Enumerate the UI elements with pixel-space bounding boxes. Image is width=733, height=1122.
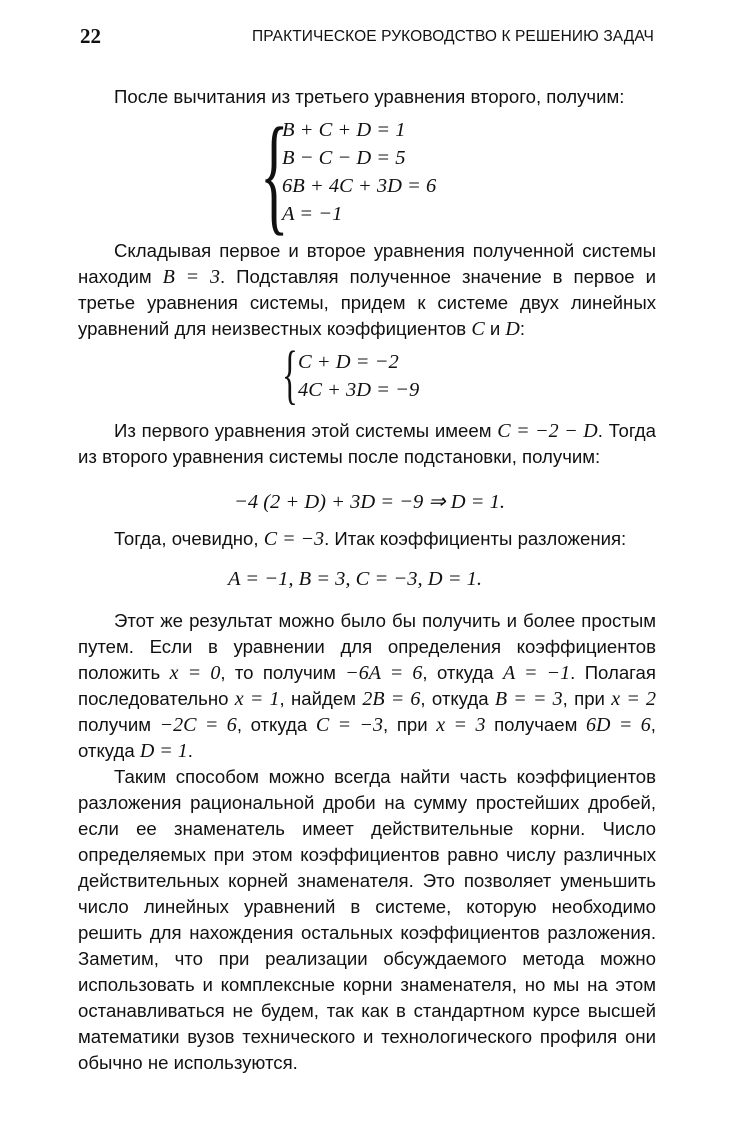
system-2-line-2-text: 4C + 3D = −9 bbox=[298, 379, 420, 401]
paragraph-text: После вычитания из третьего уравнения второго, получим: bbox=[114, 86, 625, 107]
system-1-line-3: 6B + 4C + 3D = 6 bbox=[282, 175, 437, 197]
left-brace-icon: { bbox=[260, 100, 289, 247]
page-header bbox=[80, 24, 654, 50]
paragraph-first-equation bbox=[78, 418, 656, 470]
system-1-line-1: B + C + D = 1 bbox=[282, 119, 406, 141]
text-run: , найдем bbox=[279, 688, 363, 709]
text-run: , при bbox=[383, 714, 437, 735]
text-run: , откуда bbox=[78, 714, 656, 761]
math-inline: x = 2 bbox=[611, 688, 656, 710]
text-run: получаем bbox=[485, 714, 586, 735]
text-run: и bbox=[484, 318, 506, 339]
text-run: . Итак коэффициенты разложения: bbox=[324, 528, 627, 549]
paragraph-substitution bbox=[78, 238, 656, 342]
text-run: . Полагая последовательно bbox=[78, 662, 656, 709]
text-run: , при bbox=[562, 688, 612, 709]
text-run: . Тогда из второго уравнения системы после подстановки, получим: bbox=[78, 420, 656, 467]
text-run: , откуда bbox=[422, 662, 503, 683]
text-run: Этот же результат можно было бы получить и более простым путем. Если в уравнении для определения коэффициентов положить bbox=[78, 610, 656, 683]
running-title: ПРАКТИЧЕСКОЕ РУКОВОДСТВО К РЕШЕНИЮ ЗАДАЧ bbox=[252, 28, 654, 45]
math-inline: x = 3 bbox=[436, 714, 486, 736]
math-inline: x = 1 bbox=[234, 688, 280, 710]
math-inline: 2B = 6 bbox=[362, 688, 421, 710]
equation-solve-d: −4 (2 + D) + 3D = −9 ⇒ D = 1. bbox=[234, 491, 505, 513]
paragraph-intro bbox=[78, 84, 656, 110]
paragraph-coefficients bbox=[78, 526, 656, 552]
math-inline: B = 3 bbox=[162, 266, 220, 288]
text-run: Тогда, очевидно, bbox=[114, 528, 264, 549]
math-inline: A = −1 bbox=[502, 662, 571, 684]
math-inline: C = −3 bbox=[315, 714, 384, 736]
system-1-line-2: B − C − D = 5 bbox=[282, 147, 406, 169]
math-inline: −2C = 6 bbox=[159, 714, 237, 736]
math-inline: 6D = 6 bbox=[585, 714, 651, 736]
text-run: , откуда bbox=[236, 714, 316, 735]
math-inline: C bbox=[471, 318, 485, 340]
math-inline: D = 1 bbox=[139, 740, 188, 762]
text-run: : bbox=[519, 318, 526, 339]
system-2-line-1: C + D = −2 bbox=[298, 351, 399, 373]
text-run: . bbox=[187, 740, 193, 761]
text-run: , откуда bbox=[420, 688, 495, 709]
page-number: 22 bbox=[80, 24, 101, 48]
math-inline: D bbox=[505, 318, 520, 340]
math-inline: B = = 3 bbox=[494, 688, 563, 710]
paragraph-text: Таким способом можно всегда найти часть коэффициентов разложения рациональной дроби на сумму простейших дробей, если ее знаменатель имеет действительные корни. Число определяемых при этом коэффициентов равно числу различных действительных корней знаменателя. Это позволяет уменьшить число линейных уравнений в системе, которую необходимо решить для нахождения остальных коэффициентов разложения. Заметим, что при реализации обсуждаемого метода можно использовать и комплексные корни знаменателя, но мы на этом останавливаться не будем, так как в стандартном курсе высшей математики вузов технического и технологического профиля они обычно не используются. bbox=[78, 766, 656, 1073]
system-2-line-2 bbox=[298, 376, 518, 404]
system-1-line-4: A = −1 bbox=[282, 203, 343, 225]
text-run: получим bbox=[78, 714, 160, 735]
paragraph-conclusion bbox=[78, 764, 656, 1076]
math-inline: x = 0 bbox=[169, 662, 221, 684]
text-run: Складывая первое и второе уравнения полученной системы находим bbox=[78, 240, 656, 287]
text-run: , то получим bbox=[220, 662, 346, 683]
math-inline: −6A = 6 bbox=[345, 662, 423, 684]
text-run: . Подставляя полученное значение в первое и третье уравнения системы, придем к системе двух линейных уравнений для неизвестных коэффициентов bbox=[78, 266, 656, 339]
paragraph-simpler-method bbox=[78, 608, 656, 764]
left-brace-icon: { bbox=[282, 338, 298, 411]
math-inline: C = −2 − D bbox=[497, 420, 598, 442]
equation-coefficients: A = −1, B = 3, C = −3, D = 1. bbox=[228, 568, 483, 590]
math-inline: C = −3 bbox=[263, 528, 325, 550]
text-run: Из первого уравнения этой системы имеем bbox=[114, 420, 498, 441]
